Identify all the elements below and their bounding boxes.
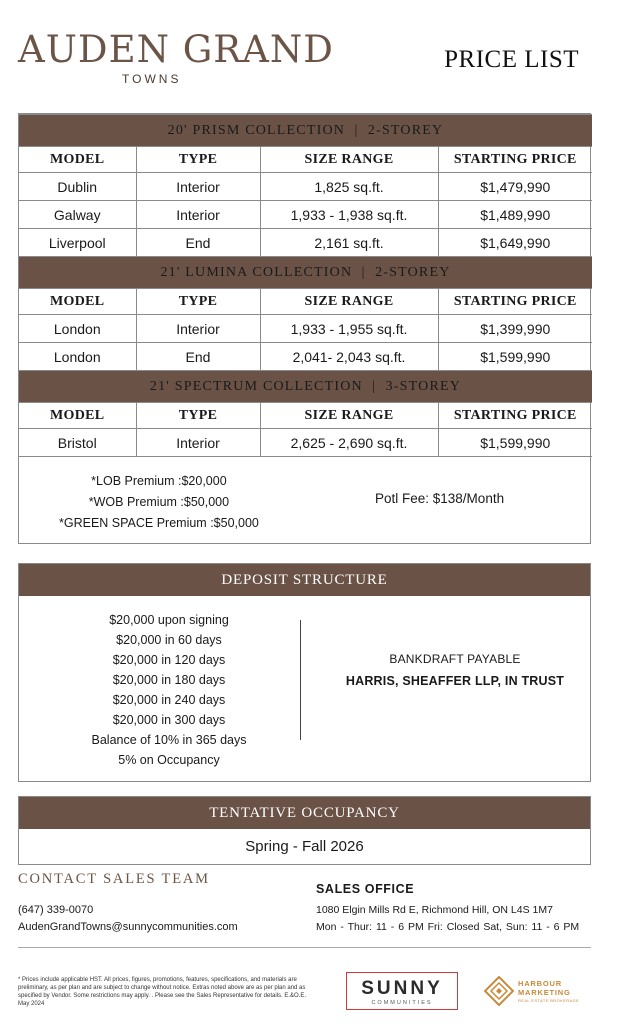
deposit-item: 5% on Occupancy: [118, 753, 220, 767]
bankdraft-info: [319, 652, 591, 688]
cell-size: 2,041- 2,043 sq.ft.: [260, 343, 438, 371]
premium-green-space: *GREEN SPACE Premium :$50,000: [59, 516, 259, 530]
cell-model: Bristol: [19, 429, 136, 457]
logo-wordmark: AUDEN GRAND: [18, 28, 334, 71]
deposit-item: $20,000 in 120 days: [112, 653, 226, 667]
premium-lob: *LOB Premium :$20,000: [91, 474, 227, 488]
cell-price: $1,599,990: [438, 429, 592, 457]
sunny-communities-logo: [346, 972, 458, 1010]
page-title: PRICE LIST: [444, 46, 579, 73]
logo-subtitle: TOWNS: [122, 72, 182, 86]
collection-header: [19, 371, 592, 403]
auden-grand-logo: [18, 28, 334, 86]
cell-model: London: [19, 315, 136, 343]
cell-size: 1,933 - 1,955 sq.ft.: [260, 315, 438, 343]
occupancy-box: [18, 796, 591, 865]
cell-model: Dublin: [19, 173, 136, 201]
deposit-item: $20,000 in 240 days: [112, 693, 226, 707]
column-header: SIZE RANGE: [260, 147, 438, 173]
table-row: [19, 429, 592, 457]
deposit-item: $20,000 in 60 days: [116, 633, 222, 647]
column-header: SIZE RANGE: [260, 289, 438, 315]
sales-office-address: 1080 Elgin Mills Rd E, Richmond Hill, ON L4S 1M7: [316, 904, 553, 916]
deposit-title: DEPOSIT STRUCTURE: [19, 564, 590, 596]
occupancy-title: TENTATIVE OCCUPANCY: [19, 797, 590, 829]
harbour-marketing-logo: [484, 974, 584, 1008]
column-header: MODEL: [19, 147, 136, 173]
cell-type: Interior: [136, 315, 260, 343]
table-row: [19, 315, 592, 343]
table-row: [19, 343, 592, 371]
sales-office-hours: Mon - Thur: 11 - 6 PM Fri: Closed Sat, Sun: 11 - 6 PM: [316, 921, 580, 933]
contact-phone[interactable]: (647) 339-0070: [18, 904, 94, 916]
cell-size: 1,825 sq.ft.: [260, 173, 438, 201]
column-header: STARTING PRICE: [438, 147, 592, 173]
table-row: [19, 173, 592, 201]
column-header: STARTING PRICE: [438, 403, 592, 429]
cell-price: $1,489,990: [438, 201, 592, 229]
deposit-box: [18, 563, 591, 782]
footer-divider: [18, 947, 591, 948]
cell-type: Interior: [136, 201, 260, 229]
potl-fee: Potl Fee: $138/Month: [375, 491, 505, 506]
premiums-section: [19, 457, 590, 543]
sunny-subtitle: COMMUNITIES: [371, 1000, 433, 1006]
cell-price: $1,599,990: [438, 343, 592, 371]
deposit-item: $20,000 in 300 days: [112, 713, 226, 727]
bankdraft-payee: HARRIS, SHEAFFER LLP, IN TRUST: [345, 674, 565, 688]
column-header-row: [19, 289, 592, 315]
column-header-row: [19, 403, 592, 429]
harbour-wordmark: HARBOUR MARKETING: [518, 979, 571, 997]
column-header: TYPE: [136, 289, 260, 315]
contact-title: CONTACT SALES TEAM: [18, 871, 210, 887]
price-table: [19, 114, 592, 457]
sales-office-title: SALES OFFICE: [316, 882, 415, 896]
sunny-wordmark: SUNNY: [361, 978, 443, 999]
collection-header: [19, 257, 592, 289]
price-table-box: [18, 113, 591, 544]
premium-list: [59, 471, 259, 534]
harbour-diamond-icon: [484, 976, 514, 1006]
occupancy-value: Spring - Fall 2026: [245, 838, 364, 855]
cell-price: $1,649,990: [438, 229, 592, 257]
cell-price: $1,399,990: [438, 315, 592, 343]
cell-size: 2,161 sq.ft.: [260, 229, 438, 257]
deposit-item: $20,000 in 180 days: [112, 673, 226, 687]
deposit-item: $20,000 upon signing: [109, 613, 229, 627]
cell-type: Interior: [136, 429, 260, 457]
bankdraft-label: BANKDRAFT PAYABLE: [389, 652, 521, 666]
deposit-item: Balance of 10% in 365 days: [91, 733, 247, 747]
column-header: STARTING PRICE: [438, 289, 592, 315]
cell-type: End: [136, 343, 260, 371]
contact-email[interactable]: AudenGrandTowns@sunnycommunities.com: [18, 921, 238, 933]
collection-title: 20' PRISM COLLECTION | 2-STOREY: [19, 115, 592, 147]
collection-header: [19, 115, 592, 147]
premium-wob: *WOB Premium :$50,000: [88, 495, 230, 509]
deposit-body: [19, 596, 590, 781]
disclaimer: * Prices include applicable HST. All prices, figures, promotions, features, specifications, and materials are preliminary, as per plan and are subject to change without notice. Extras noted above are as per plan and as specified by Vendor. Some restrictions may apply. . Please see the Sales Representative for details. E.&O.E. May 2024: [18, 977, 307, 1007]
collection-title: 21' SPECTRUM COLLECTION | 3-STOREY: [19, 371, 592, 403]
cell-type: Interior: [136, 173, 260, 201]
cell-size: 2,625 - 2,690 sq.ft.: [260, 429, 438, 457]
table-row: [19, 201, 592, 229]
column-header: TYPE: [136, 403, 260, 429]
column-header-row: [19, 147, 592, 173]
harbour-subtitle: REAL ESTATE BROKERAGE: [518, 998, 580, 1003]
deposit-schedule: [79, 610, 259, 770]
cell-price: $1,479,990: [438, 173, 592, 201]
cell-model: Liverpool: [19, 229, 136, 257]
cell-model: Galway: [19, 201, 136, 229]
cell-size: 1,933 - 1,938 sq.ft.: [260, 201, 438, 229]
column-header: MODEL: [19, 403, 136, 429]
deposit-divider: [300, 620, 301, 740]
cell-model: London: [19, 343, 136, 371]
column-header: MODEL: [19, 289, 136, 315]
table-row: [19, 229, 592, 257]
cell-type: End: [136, 229, 260, 257]
column-header: SIZE RANGE: [260, 403, 438, 429]
column-header: TYPE: [136, 147, 260, 173]
collection-title: 21' LUMINA COLLECTION | 2-STOREY: [19, 257, 592, 289]
